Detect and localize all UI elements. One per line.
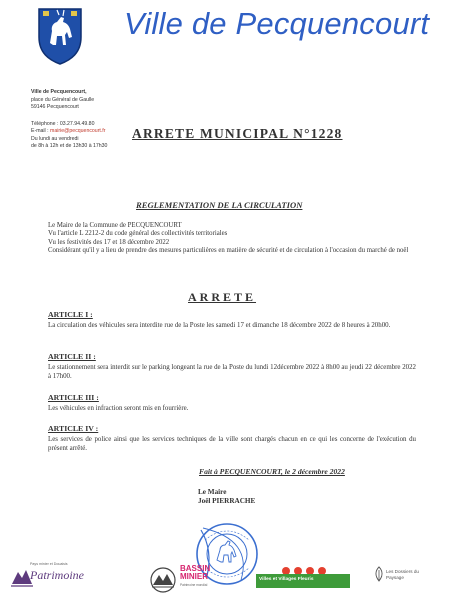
- paysage-text: Les Dossiers du Paysage: [386, 569, 419, 580]
- email-link[interactable]: mairie@pecquencourt.fr: [50, 128, 106, 135]
- visa-line: Vu l'article L 2212-2 du code général des collectivités territoriales: [48, 230, 228, 238]
- visas-block: [48, 222, 410, 256]
- address-line: place du Général de Gaulle: [31, 96, 95, 103]
- hours-text: Du lundi au vendredi: [31, 135, 79, 142]
- email-label: E-mail :: [31, 128, 51, 135]
- signatory-title: Le Maire: [198, 488, 227, 496]
- signatory-name: Joël PIERRACHE: [198, 496, 256, 505]
- bassin-line: MINIER: [180, 572, 208, 582]
- town-title: Ville de Pecquencourt: [124, 6, 430, 41]
- visa-line: Vu les festivités des 17 et 18 décembre 2022: [48, 238, 170, 246]
- phone-text: Téléphone : 03.27.94.49.80: [31, 121, 95, 127]
- paysage-logo: [372, 562, 432, 596]
- patrimoine-small-text: Pays minier et Douaisis: [30, 562, 68, 566]
- bassin-minier-logo: [148, 563, 211, 597]
- article-text: Les services de police ainsi que les services techniques de la ville sont chargés chacun en ce qui les concerne de l'exécution du présent arrêté.: [48, 436, 416, 452]
- document-subject: REGLEMENTATION DE LA CIRCULATION: [136, 200, 303, 210]
- article-heading: ARTICLE II :: [48, 352, 96, 361]
- hours-text: de 8h à 12h et de 13h30 à 17h30: [31, 143, 108, 150]
- email-line: [31, 128, 107, 135]
- article-text: La circulation des véhicules sera interdite rue de la Poste les samedi 17 et dimanche 18 décembre 2022 de 8 heures à 20h00.: [48, 322, 391, 329]
- arrete-heading: ARRETE: [188, 290, 257, 304]
- address-line: 59146 Pecquencourt: [31, 104, 79, 111]
- visa-line: Considérant qu'il y a lieu de prendre des mesures particulières en matière de sécurité et de circulation à l'occasion du marché de noël: [48, 247, 409, 255]
- villes-text: Villes et Villages Fleuris: [259, 577, 314, 582]
- document-title: ARRETE MUNICIPAL N°1228: [132, 126, 343, 141]
- visa-line: Le Maire de la Commune de PECQUENCOURT: [48, 222, 182, 229]
- article-text: Les véhicules en infraction seront mis en fourrière.: [48, 405, 189, 412]
- article-heading: ARTICLE I :: [48, 310, 93, 319]
- patrimoine-text: Patrimoine: [30, 568, 84, 582]
- bassin-line: BASSIN: [180, 564, 211, 573]
- contact-block: [31, 121, 107, 151]
- signature-block: [198, 488, 255, 506]
- article-heading: ARTICLE III :: [48, 393, 99, 402]
- article-text: Le stationnement sera interdit sur le parking longeant la rue de la Poste du lundi 12décembre 2022 à 8h00 au jeudi 22 décembre 2022 à 17h00.: [48, 364, 416, 380]
- town-crest-icon: [37, 7, 83, 65]
- villes-fleuris-logo: [256, 566, 350, 588]
- done-at-line: Fait à PECQUENCOURT, le 2 décembre 2022: [199, 467, 345, 476]
- article-heading: ARTICLE IV :: [48, 424, 99, 433]
- address-line: Ville de Pecquencourt,: [31, 89, 87, 95]
- patrimoine-logo: [10, 562, 90, 592]
- address-block: [31, 89, 94, 112]
- bassin-sub-text: Patrimoine mondial: [180, 583, 208, 587]
- bassin-minier-text: [180, 565, 210, 582]
